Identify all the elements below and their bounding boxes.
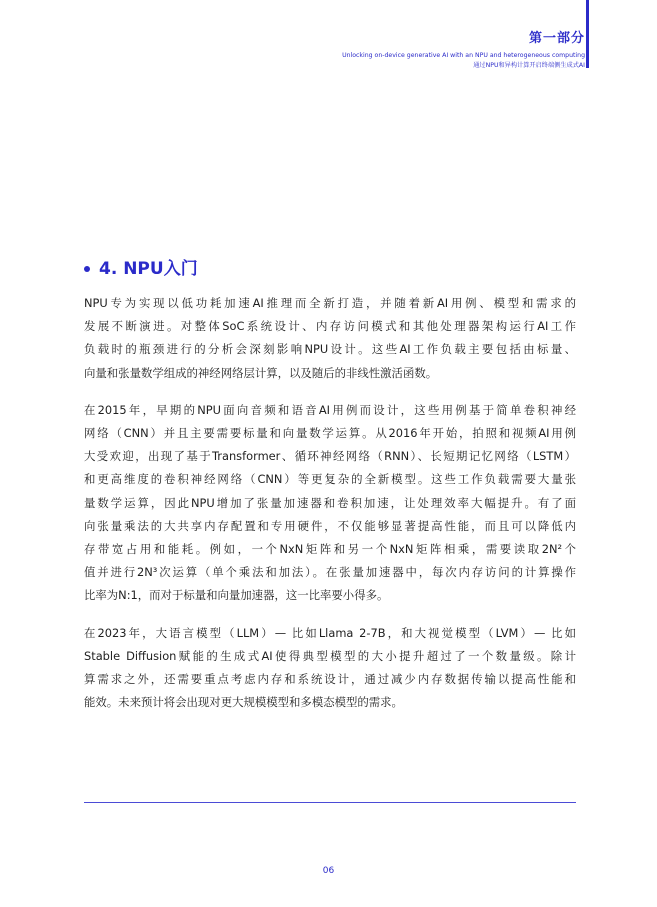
text-line: 存带宽占用和能耗。例如，一个NxN矩阵和另一个NxN矩阵相乘，需要读取2N²个: [84, 542, 576, 557]
footer-divider: [84, 802, 576, 803]
paragraph-3: [84, 622, 576, 715]
text-line: 值并进行2N³次运算（单个乘法和加法）。在张量加速器中，每次内存访问的计算操作: [84, 565, 576, 580]
page-header: [342, 30, 585, 70]
section-heading: [84, 258, 198, 280]
text-line: 大受欢迎，出现了基于Transformer、循环神经网络（RNN）、长短期记忆网络（LSTM）: [84, 449, 576, 464]
text-line: 网络（CNN）并且主要需要标量和向量数学运算。从2016年开始，拍照和视频AI用例: [84, 426, 576, 441]
text-line: 算需求之外，还需要重点考虑内存和系统设计，通过减少内存数据传输以提高性能和: [84, 672, 576, 687]
part-subtitle-english: Unlocking on-device generative AI with an NPU and heterogeneous computing: [342, 52, 585, 59]
section-title: 4. NPU入门: [99, 259, 198, 279]
text-line: 向张量乘法的大共享内存配置和专用硬件，不仅能够显著提高性能，而且可以降低内: [84, 518, 576, 533]
text-line: 发展不断演进。对整体SoC系统设计、内存访问模式和其他处理器架构运行AI工作: [84, 319, 576, 334]
text-line: 负载时的瓶颈进行的分析会深刻影响NPU设计。这些AI工作负载主要包括由标量、: [84, 342, 576, 357]
text-line: 在2023年，大语言模型（LLM）— 比如Llama 2-7B，和大视觉模型（LVM）— 比如: [84, 625, 576, 640]
part-title: 第一部分: [528, 31, 585, 46]
text-line: Stable Diffusion赋能的生成式AI使得典型模型的大小提升超过了一个数量级。除计: [84, 648, 576, 663]
text-line: 量数学运算，因此NPU增加了张量加速器和卷积加速，让处理效率大幅提升。有了面: [84, 495, 576, 510]
paragraph-2: [84, 399, 576, 608]
paragraph-1: [84, 292, 576, 385]
text-line: 和更高维度的卷积神经网络（CNN）等更复杂的全新模型。这些工作负载需要大量张: [84, 472, 576, 487]
page-number: 06: [322, 866, 335, 876]
text-line: NPU专为实现以低功耗加速AI推理而全新打造，并随着新AI用例、模型和需求的: [84, 296, 576, 310]
text-line: 比率为N:1，而对于标量和向量加速器，这一比率要小得多。: [84, 588, 389, 603]
text-line: 向量和张量数学组成的神经网络层计算，以及随后的非线性激活函数。: [84, 365, 438, 380]
part-subtitle-chinese: 通过NPU和异构计算开启终端侧生成式AI: [473, 62, 585, 69]
header-accent-bar: [586, 0, 589, 68]
body-text: [84, 292, 576, 728]
bullet-icon: [84, 266, 90, 272]
text-line: 在2015年，早期的NPU面向音频和语音AI用例而设计，这些用例基于简单卷积神经: [84, 402, 576, 417]
text-line: 能效。未来预计将会出现对更大规模模型和多模态模型的需求。: [84, 695, 403, 710]
